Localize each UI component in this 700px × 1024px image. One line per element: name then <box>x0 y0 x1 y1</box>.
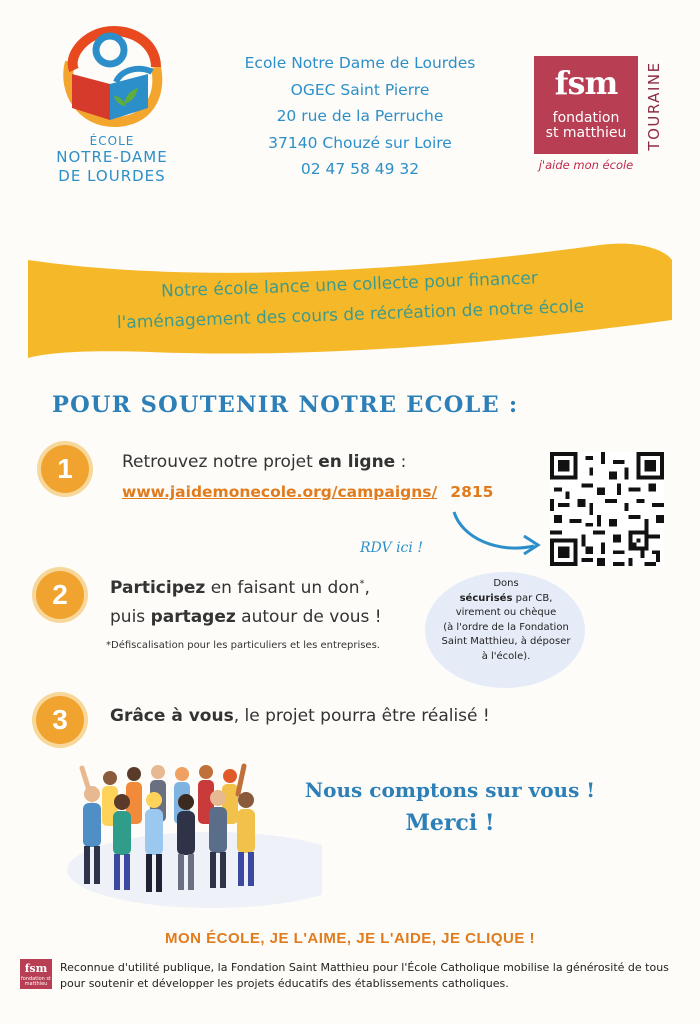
mini-logo-sub: fondation st matthieu <box>21 976 51 987</box>
fondation-name-line2: st matthieu <box>545 125 627 141</box>
bubble-line2-rest: par CB, <box>512 592 553 604</box>
step-2-bold1: Participez <box>110 578 206 598</box>
address-phone: 02 47 58 49 32 <box>300 160 420 178</box>
tax-note: *Défiscalisation pour les particuliers et les entreprises. <box>106 640 380 651</box>
fondation-mini-logo <box>20 959 52 989</box>
school-logo-line1: ÉCOLE <box>89 134 135 148</box>
book-child-icon <box>52 22 172 128</box>
step-2-line1 <box>110 578 370 598</box>
step-3-bold: Grâce à vous <box>110 706 234 726</box>
school-logo-line2: NOTRE-DAME <box>56 148 168 166</box>
fondation-monogram: fsm <box>554 64 618 102</box>
bubble-line4: (à l'ordre de la Fondation <box>443 621 569 633</box>
step-2-line2 <box>110 607 382 627</box>
mini-logo-monogram: fsm <box>24 962 48 975</box>
step-3-text <box>110 706 490 726</box>
address-name: Ecole Notre Dame de Lourdes <box>244 54 476 72</box>
school-logo <box>52 22 172 200</box>
step-1-badge: 1 <box>41 445 89 493</box>
address-city: 37140 Chouzé sur Loire <box>268 133 452 152</box>
school-logo-text <box>52 134 172 186</box>
step-2-line2-before: puis <box>110 607 151 627</box>
step-1-text <box>122 452 406 472</box>
thanks-line2: Merci ! <box>405 810 495 836</box>
bubble-line2-bold: sécurisés <box>459 592 513 604</box>
fondation-tagline: j'aide mon école <box>538 158 634 172</box>
banner-line1: Notre école lance une collecte pour financer <box>160 268 539 302</box>
address-ogec: OGEC Saint Pierre <box>290 80 430 99</box>
step-2-star: * <box>359 578 365 590</box>
banner-line2: l'aménagement des cours de récréation de notre école <box>116 296 585 334</box>
thanks-message <box>290 775 610 841</box>
footer-text: Reconnue d'utilité publique, la Fondation Saint Matthieu pour l'École Catholique mobilise la générosité de tous pour soutenir et développer les projets éducatifs des établissements catholiques. <box>60 961 669 990</box>
bubble-line2 <box>428 592 584 607</box>
school-logo-line3: DE LOURDES <box>58 167 166 185</box>
fondation-logo-box <box>534 56 638 154</box>
page-title: POUR SOUTENIR NOTRE ECOLE : <box>52 392 519 418</box>
fondation-name-line1: fondation <box>552 110 620 126</box>
step-3-rest: , le projet pourra être réalisé ! <box>233 706 490 726</box>
motto: MON ÉCOLE, JE L'AIME, JE L'AIDE, JE CLIQUE ! <box>164 930 535 947</box>
campaign-number: 2815 <box>450 483 494 501</box>
step-1-link-row <box>122 482 493 501</box>
address-street: 20 rue de la Perruche <box>276 107 444 125</box>
step-2-text1: en faisant un don <box>205 578 360 598</box>
campaign-link[interactable]: www.jaidemonecole.org/campaigns/ <box>122 483 438 501</box>
people-illustration <box>62 760 322 910</box>
fondation-logo <box>534 56 668 176</box>
school-address <box>210 50 510 183</box>
thanks-line1: Nous comptons sur vous ! <box>304 778 596 802</box>
bubble-line5: Saint Matthieu, à déposer <box>441 636 571 647</box>
rdv-label: RDV ici ! <box>360 540 423 556</box>
bubble-line3: virement ou chèque <box>455 607 557 618</box>
fondation-region: TOURAINE <box>645 61 663 151</box>
step-1-text-bold: en ligne <box>318 452 396 472</box>
bubble-line6: à l'école). <box>481 650 531 662</box>
step-2-bold2: partagez <box>150 607 236 627</box>
fondation-name <box>534 111 638 141</box>
step-2-line2-after: autour de vous ! <box>235 607 382 627</box>
step-3-badge: 3 <box>36 696 84 744</box>
payment-bubble-text <box>428 577 584 664</box>
step-1-text-after: : <box>395 452 407 472</box>
step-1-text-before: Retrouvez notre projet <box>122 452 319 472</box>
step-2-text2: , <box>364 578 370 598</box>
arrow-icon <box>448 508 548 560</box>
step-2-badge: 2 <box>36 571 84 619</box>
bubble-line1: Dons <box>493 578 519 589</box>
qr-code[interactable] <box>550 452 664 566</box>
